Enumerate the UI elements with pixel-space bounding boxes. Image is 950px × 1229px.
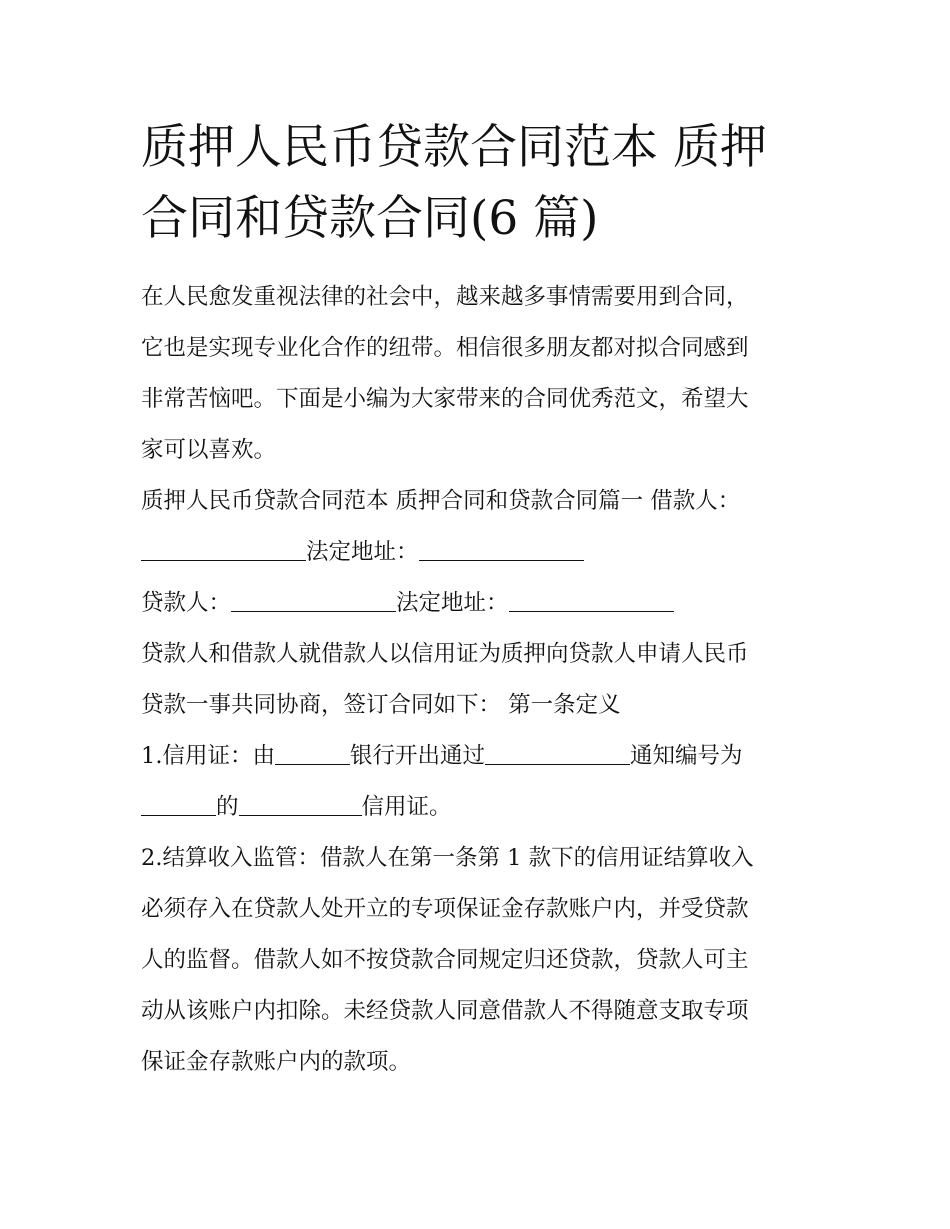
clause-1-mid1: 银行开出通过: [349, 743, 485, 769]
clause-2-line-2: 必须存入在贷款人处开立的专项保证金存款账户内，并受贷款: [141, 896, 749, 922]
clause-1-mid3: 的: [216, 794, 239, 820]
document-title: [141, 112, 821, 254]
notice-number-blank: [141, 793, 216, 817]
clause-1-end: 信用证。: [361, 794, 452, 820]
document-body: [141, 272, 821, 1088]
bank-name-blank: [275, 742, 350, 766]
clause-2-line-1: 2.结算收入监管：借款人在第一条第 1 款下的信用证结算收入: [141, 845, 754, 871]
clause-1-prefix: 1.信用证：由: [141, 743, 275, 769]
intro-line-1: 在人民愈发重视法律的社会中，越来越多事情需要用到合同，: [141, 284, 749, 310]
clause-1-mid2: 通知编号为: [629, 743, 743, 769]
lender-label: 贷款人：: [141, 590, 232, 616]
lender-address-label: 法定地址：: [396, 590, 509, 616]
agreement-line-2: 贷款一事共同协商，签订合同如下： 第一条定义: [141, 692, 621, 718]
borrower-name-blank: [141, 538, 306, 562]
intro-line-4: 家可以喜欢。: [141, 437, 277, 463]
credit-number-blank: [239, 793, 362, 817]
clause-2-line-4: 动从该账户内扣除。未经贷款人同意借款人不得随意支取专项: [141, 998, 749, 1024]
borrower-address-blank: [419, 538, 584, 562]
clause-1-line-1: [141, 731, 821, 782]
borrower-address-label: 法定地址：: [306, 539, 419, 565]
lender-line: [141, 578, 821, 629]
clause-1-line-2: [141, 782, 821, 833]
contract-heading-line: 质押人民币贷款合同范本 质押合同和贷款合同篇一 借款人：: [141, 488, 741, 514]
lender-name-blank: [231, 589, 396, 613]
clause-2-line-3: 人的监督。借款人如不按贷款合同规定归还贷款，贷款人可主: [141, 947, 749, 973]
title-line-1: 质押人民币贷款合同范本 质押: [141, 120, 767, 175]
clause-2-line-5: 保证金存款账户内的款项。: [141, 1049, 412, 1075]
title-line-2: 合同和贷款合同(6 篇): [141, 191, 599, 246]
agreement-line-1: 贷款人和借款人就借款人以信用证为质押向贷款人申请人民币: [141, 641, 749, 667]
intro-line-3: 非常苦恼吧。下面是小编为大家带来的合同优秀范文，希望大: [141, 386, 749, 412]
lender-address-blank: [509, 589, 674, 613]
advising-bank-blank: [485, 742, 630, 766]
intro-line-2: 它也是实现专业化合作的纽带。相信很多朋友都对拟合同感到: [141, 335, 749, 361]
borrower-address-line: [141, 527, 821, 578]
